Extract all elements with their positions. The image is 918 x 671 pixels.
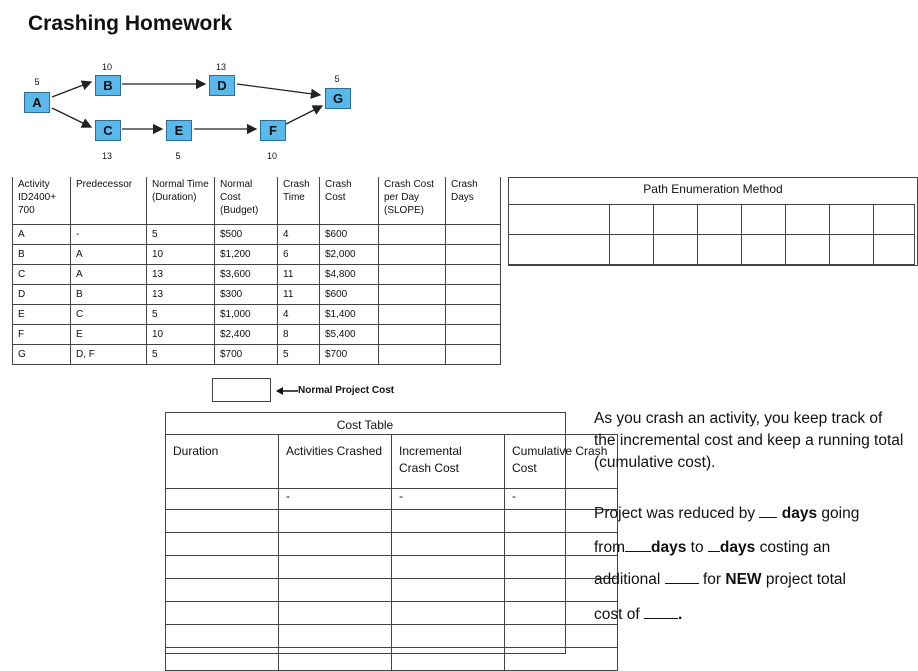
- cost-table: [165, 434, 618, 671]
- normal-project-cost-input[interactable]: [212, 378, 271, 402]
- cell: G: [13, 345, 71, 365]
- path-cell[interactable]: [874, 205, 915, 235]
- table-row: [13, 325, 501, 345]
- text: Project was reduced by: [594, 505, 756, 522]
- cost-cell[interactable]: [166, 556, 279, 579]
- cell: $700: [320, 345, 379, 365]
- header-duration: Duration: [166, 435, 279, 489]
- text: .: [677, 606, 683, 623]
- cell: C: [13, 265, 71, 285]
- text: to: [690, 539, 704, 556]
- header-crash-cost: Crash Cost: [320, 177, 379, 225]
- cell: 4: [278, 305, 320, 325]
- path-cell[interactable]: [786, 235, 830, 265]
- cell: C: [71, 305, 147, 325]
- cell: 8: [278, 325, 320, 345]
- table-row: [509, 205, 915, 235]
- activity-table: [12, 177, 501, 365]
- cell: $2,000: [320, 245, 379, 265]
- to-days-blank[interactable]: [708, 537, 720, 552]
- slope-input[interactable]: [379, 265, 446, 285]
- slope-input[interactable]: [379, 245, 446, 265]
- cost-cell[interactable]: [392, 602, 505, 625]
- header-crash-days: Crash Days: [446, 177, 501, 225]
- table-row: [166, 533, 618, 556]
- slope-input[interactable]: [379, 325, 446, 345]
- path-cell[interactable]: [509, 235, 610, 265]
- path-cell[interactable]: [742, 205, 786, 235]
- cell: $1,400: [320, 305, 379, 325]
- table-row: [13, 225, 501, 245]
- cost-cell[interactable]: [279, 625, 392, 648]
- table-row: [166, 579, 618, 602]
- text: for: [702, 571, 722, 588]
- table-header-row: [13, 177, 501, 225]
- cell: $600: [320, 225, 379, 245]
- cell: 4: [278, 225, 320, 245]
- table-row: [166, 556, 618, 579]
- cost-table-title: Cost Table: [336, 418, 394, 432]
- text: days: [719, 539, 756, 556]
- additional-cost-blank[interactable]: [665, 569, 699, 584]
- cell: 5: [147, 225, 215, 245]
- cost-cell[interactable]: [166, 625, 279, 648]
- cell: 5: [147, 345, 215, 365]
- crash-days-input[interactable]: [446, 325, 501, 345]
- table-row: [166, 489, 618, 510]
- text: project total: [765, 571, 847, 588]
- cost-cell[interactable]: [279, 510, 392, 533]
- slope-input[interactable]: [379, 305, 446, 325]
- page-title: Crashing Homework: [28, 12, 233, 35]
- header-incremental-cost: Incremental Crash Cost: [392, 435, 505, 489]
- cost-cell[interactable]: [166, 602, 279, 625]
- from-days-blank[interactable]: [625, 537, 651, 552]
- table-row: [166, 625, 618, 648]
- cell: $700: [215, 345, 278, 365]
- header-activities-crashed: Activities Crashed: [279, 435, 392, 489]
- text: going: [821, 505, 860, 522]
- path-cell[interactable]: [698, 235, 742, 265]
- path-cell[interactable]: [698, 205, 742, 235]
- result-line-3: [594, 569, 846, 591]
- node-b: B: [95, 75, 121, 96]
- cell: $2,400: [215, 325, 278, 345]
- text: cost of: [594, 606, 640, 623]
- node-g-duration: 5: [334, 74, 340, 84]
- crash-days-input[interactable]: [446, 225, 501, 245]
- node-a: A: [24, 92, 50, 113]
- cell: 13: [147, 265, 215, 285]
- cell: E: [13, 305, 71, 325]
- cost-cell[interactable]: [392, 579, 505, 602]
- path-cell[interactable]: [786, 205, 830, 235]
- cell: $3,600: [215, 265, 278, 285]
- cell: 10: [147, 325, 215, 345]
- header-normal-cost: Normal Cost (Budget): [215, 177, 278, 225]
- header-normal-time: Normal Time (Duration): [147, 177, 215, 225]
- path-cell[interactable]: [874, 235, 915, 265]
- node-f-duration: 10: [266, 151, 277, 161]
- cost-cell[interactable]: [279, 648, 392, 671]
- node-f: F: [260, 120, 286, 141]
- cost-cell[interactable]: [392, 533, 505, 556]
- node-d-duration: 13: [215, 62, 226, 72]
- total-cost-blank[interactable]: [644, 604, 678, 619]
- node-g: G: [325, 88, 351, 109]
- cost-cell[interactable]: [279, 533, 392, 556]
- cost-cell[interactable]: [279, 556, 392, 579]
- slope-input[interactable]: [379, 285, 446, 305]
- header-cumulative-cost: Cumulative Crash Cost: [505, 435, 618, 489]
- path-cell[interactable]: [654, 205, 698, 235]
- cost-cell[interactable]: [392, 556, 505, 579]
- cell: 11: [278, 285, 320, 305]
- header-activity: Activity ID2400+ 700: [13, 177, 71, 225]
- path-cell[interactable]: [610, 235, 654, 265]
- text: costing an: [759, 539, 831, 556]
- node-c: C: [95, 120, 121, 141]
- node-d: D: [209, 75, 235, 96]
- cost-cell[interactable]: [166, 579, 279, 602]
- normal-project-cost-label: Normal Project Cost: [298, 385, 395, 396]
- cell: $1,200: [215, 245, 278, 265]
- path-cell[interactable]: [654, 235, 698, 265]
- table-row: [166, 510, 618, 533]
- result-line-1: [594, 503, 859, 525]
- crash-days-input[interactable]: [446, 265, 501, 285]
- cell: 11: [278, 265, 320, 285]
- path-cell[interactable]: [742, 235, 786, 265]
- cell: 13: [147, 285, 215, 305]
- cell: E: [71, 325, 147, 345]
- cell: -: [71, 225, 147, 245]
- days-reduced-blank[interactable]: [759, 503, 777, 518]
- cost-cell[interactable]: [166, 533, 279, 556]
- cost-cell[interactable]: -: [279, 489, 392, 510]
- header-predecessor: Predecessor: [71, 177, 147, 225]
- cell: 5: [147, 305, 215, 325]
- cell: A: [71, 245, 147, 265]
- cost-cell[interactable]: [279, 579, 392, 602]
- node-e: E: [166, 120, 192, 141]
- cost-cell[interactable]: [392, 648, 505, 671]
- node-a-duration: 5: [34, 77, 40, 87]
- table-row: [509, 235, 915, 265]
- node-b-duration: 10: [101, 62, 112, 72]
- text: NEW: [725, 571, 762, 588]
- header-slope: Crash Cost per Day (SLOPE): [379, 177, 446, 225]
- path-enumeration-grid: [508, 204, 915, 265]
- slope-input[interactable]: [379, 225, 446, 245]
- cost-cell[interactable]: [505, 625, 618, 648]
- text: days: [781, 505, 818, 522]
- cost-cell[interactable]: [392, 625, 505, 648]
- table-row: [13, 265, 501, 285]
- table-row: [166, 602, 618, 625]
- table-row: [13, 305, 501, 325]
- result-line-4: [594, 604, 682, 626]
- cell: D, F: [71, 345, 147, 365]
- crash-days-input[interactable]: [446, 305, 501, 325]
- network-arrows: [0, 0, 918, 170]
- node-e-duration: 5: [175, 151, 181, 161]
- cost-cell[interactable]: [166, 510, 279, 533]
- crash-days-input[interactable]: [446, 245, 501, 265]
- path-cell[interactable]: [830, 235, 874, 265]
- cost-cell[interactable]: [392, 510, 505, 533]
- text: from: [594, 539, 625, 556]
- cell: B: [13, 245, 71, 265]
- cell: D: [13, 285, 71, 305]
- result-line-2: [594, 537, 830, 559]
- cell: B: [71, 285, 147, 305]
- cell: A: [13, 225, 71, 245]
- cell: A: [71, 265, 147, 285]
- node-c-duration: 13: [101, 151, 112, 161]
- instructions-paragraph: As you crash an activity, you keep track of the incremental cost and keep a running total (cumulative cost).: [594, 410, 904, 471]
- table-row: [13, 285, 501, 305]
- cost-header-row: [166, 435, 618, 489]
- left-arrow-icon: [276, 386, 298, 396]
- text: additional: [594, 571, 661, 588]
- table-row: [166, 648, 618, 671]
- crash-days-input[interactable]: [446, 345, 501, 365]
- cell: $300: [215, 285, 278, 305]
- path-cell[interactable]: [509, 205, 610, 235]
- text: days: [651, 539, 687, 556]
- cell: $600: [320, 285, 379, 305]
- cell: $1,000: [215, 305, 278, 325]
- crash-days-input[interactable]: [446, 285, 501, 305]
- path-enumeration-title: Path Enumeration Method: [643, 182, 783, 196]
- cost-cell[interactable]: [279, 602, 392, 625]
- cost-cell[interactable]: [166, 648, 279, 671]
- cell: $5,400: [320, 325, 379, 345]
- path-cell[interactable]: [830, 205, 874, 235]
- cell: 6: [278, 245, 320, 265]
- path-cell[interactable]: [610, 205, 654, 235]
- slope-input[interactable]: [379, 345, 446, 365]
- cost-cell[interactable]: [505, 648, 618, 671]
- cost-cell[interactable]: [166, 489, 279, 510]
- cell: F: [13, 325, 71, 345]
- table-row: [13, 245, 501, 265]
- cell: $4,800: [320, 265, 379, 285]
- cell: 5: [278, 345, 320, 365]
- header-crash-time: Crash Time: [278, 177, 320, 225]
- cell: 10: [147, 245, 215, 265]
- cell: $500: [215, 225, 278, 245]
- cost-cell[interactable]: -: [505, 489, 618, 510]
- table-row: [13, 345, 501, 365]
- cost-cell[interactable]: -: [392, 489, 505, 510]
